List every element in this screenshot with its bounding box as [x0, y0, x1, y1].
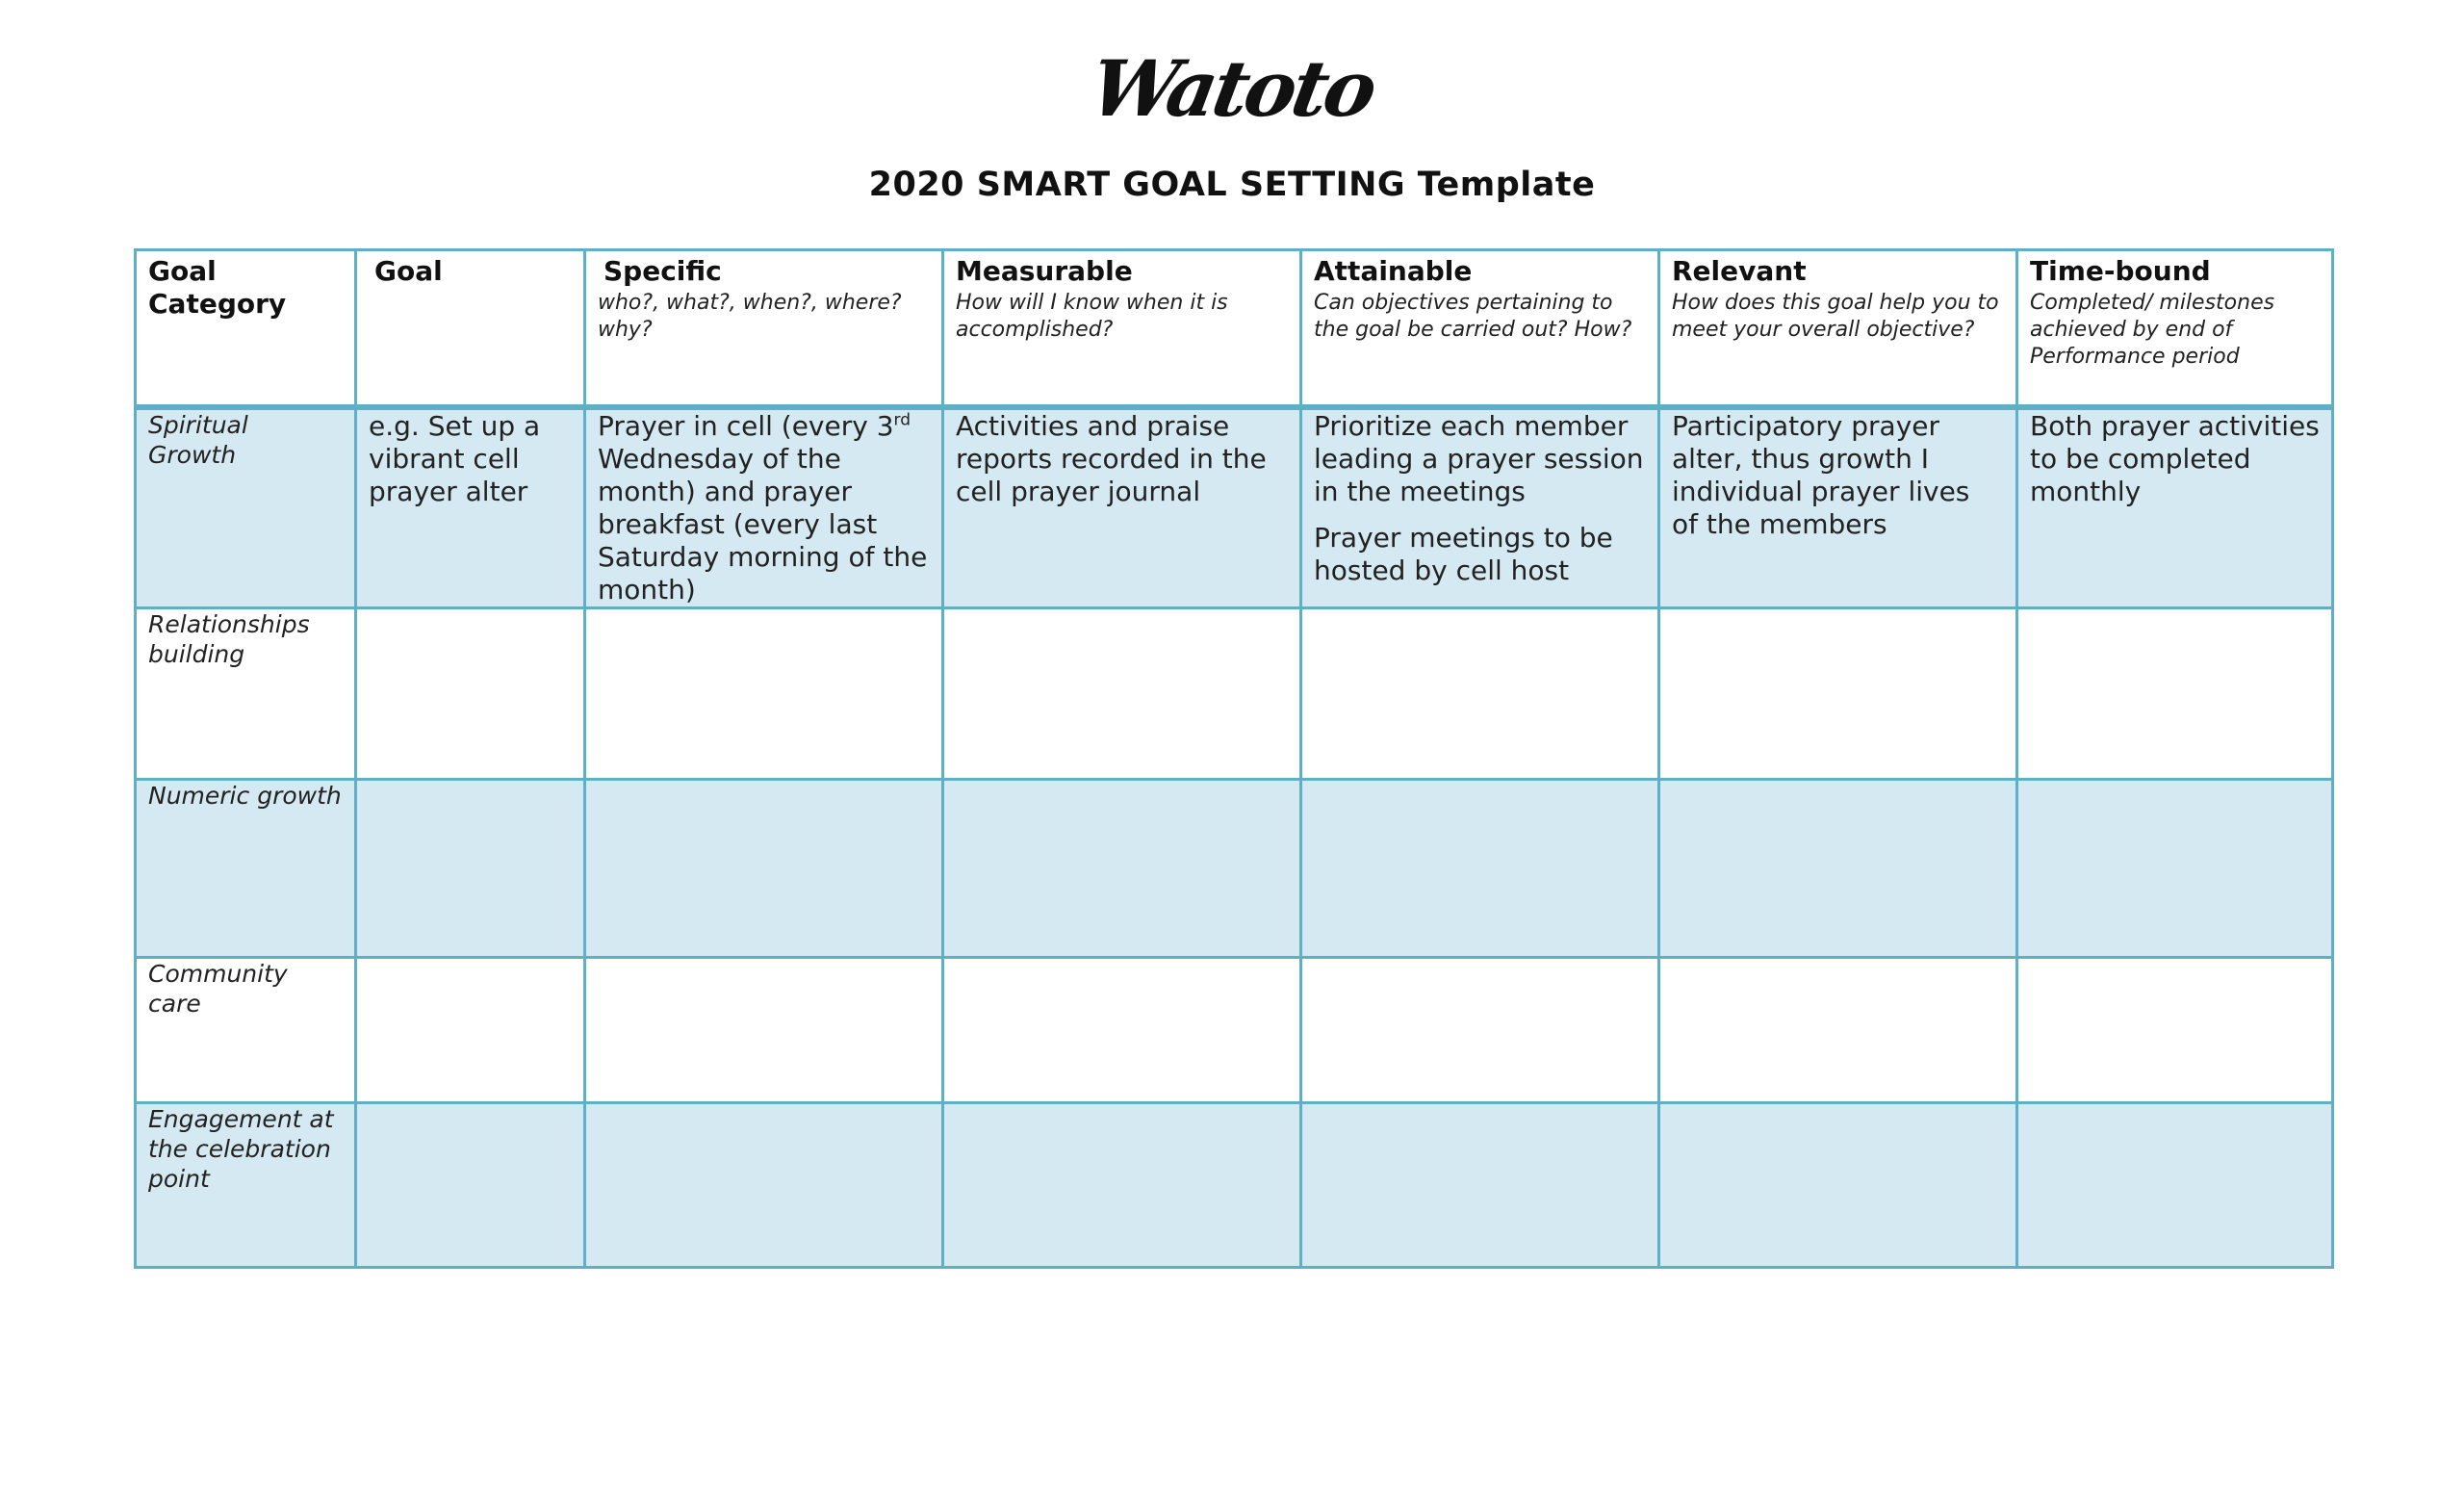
attainable-cell[interactable] — [1301, 407, 1659, 608]
table-row — [136, 780, 2333, 958]
relevant-cell[interactable] — [1659, 1103, 2017, 1268]
col-header-label: Measurable — [956, 255, 1133, 287]
specific-text: Prayer in cell (every 3 — [598, 410, 894, 442]
goal-cell[interactable] — [356, 958, 585, 1103]
smart-goal-table — [134, 248, 2334, 1269]
relevant-cell[interactable] — [1659, 608, 2017, 780]
col-header-specific — [585, 250, 943, 408]
time-bound-cell[interactable] — [2017, 608, 2333, 780]
col-header-label: Goal Category — [148, 255, 287, 320]
measurable-cell[interactable] — [943, 958, 1301, 1103]
attainable-point: Prioritize each member leading a prayer session in the meetings — [1314, 410, 1644, 507]
table-row — [136, 407, 2333, 608]
col-header-label: Attainable — [1314, 255, 1473, 287]
page-title: 2020 SMART GOAL SETTING Template — [868, 166, 1596, 204]
time-bound-cell[interactable]: Both prayer activities to be completed monthly — [2017, 407, 2333, 608]
specific-cell[interactable] — [585, 780, 943, 958]
specific-cell[interactable] — [585, 958, 943, 1103]
measurable-cell[interactable]: Activities and praise reports recorded in the cell prayer journal — [943, 407, 1301, 608]
goal-cell[interactable] — [356, 780, 585, 958]
specific-cell[interactable] — [585, 608, 943, 780]
specific-text-rest: Wednesday of the month) and prayer breakfast (every last Saturday morning of the month) — [598, 443, 928, 606]
attainable-cell[interactable] — [1301, 780, 1659, 958]
table-row — [136, 608, 2333, 780]
col-header-label: Specific — [603, 255, 722, 287]
relevant-cell[interactable] — [1659, 958, 2017, 1103]
time-bound-cell[interactable] — [2017, 958, 2333, 1103]
measurable-cell[interactable] — [943, 1103, 1301, 1268]
goal-category-cell: Spiritual Growth — [136, 407, 356, 608]
measurable-cell[interactable] — [943, 780, 1301, 958]
specific-cell[interactable] — [585, 1103, 943, 1268]
col-header-hint: How will I know when it is accomplished? — [956, 291, 1228, 342]
time-bound-cell[interactable] — [2017, 1103, 2333, 1268]
ordinal-suffix: rd — [893, 410, 911, 430]
attainable-cell[interactable] — [1301, 958, 1659, 1103]
col-header-time-bound — [2017, 250, 2333, 408]
header-row — [136, 250, 2333, 408]
col-header-hint: Can objectives pertaining to the goal be carried out? How? — [1314, 291, 1632, 342]
goal-category-cell: Relationships building — [136, 608, 356, 780]
goal-category-cell: Numeric growth — [136, 780, 356, 958]
relevant-cell[interactable]: Participatory prayer alter, thus growth I individual prayer lives of the members — [1659, 407, 2017, 608]
watoto-logo: Watoto — [1084, 43, 1380, 134]
goal-category-cell: Community care — [136, 958, 356, 1103]
relevant-cell[interactable] — [1659, 780, 2017, 958]
table-row — [136, 1103, 2333, 1268]
attainable-cell[interactable] — [1301, 1103, 1659, 1268]
col-header-hint: How does this goal help you to meet your overall objective? — [1672, 291, 1999, 342]
goal-category-cell: Engagement at the celebration point — [136, 1103, 356, 1268]
col-header-hint: who?, what?, when?, where? why? — [598, 291, 902, 342]
col-header-relevant — [1659, 250, 2017, 408]
col-header-goal — [356, 250, 585, 408]
col-header-label: Time-bound — [2030, 255, 2211, 287]
col-header-goal-category — [136, 250, 356, 408]
goal-cell[interactable] — [356, 1103, 585, 1268]
col-header-label: Relevant — [1672, 255, 1807, 287]
col-header-attainable — [1301, 250, 1659, 408]
goal-cell[interactable] — [356, 608, 585, 780]
goal-cell[interactable]: e.g. Set up a vibrant cell prayer alter — [356, 407, 585, 608]
attainable-point: Prayer meetings to be hosted by cell host — [1314, 522, 1613, 586]
col-header-label: Goal — [374, 255, 443, 287]
table-row — [136, 958, 2333, 1103]
col-header-hint: Completed/ milestones achieved by end of Performance period — [2030, 291, 2275, 369]
col-header-measurable — [943, 250, 1301, 408]
specific-cell[interactable] — [585, 407, 943, 608]
measurable-cell[interactable] — [943, 608, 1301, 780]
attainable-cell[interactable] — [1301, 608, 1659, 780]
time-bound-cell[interactable] — [2017, 780, 2333, 958]
